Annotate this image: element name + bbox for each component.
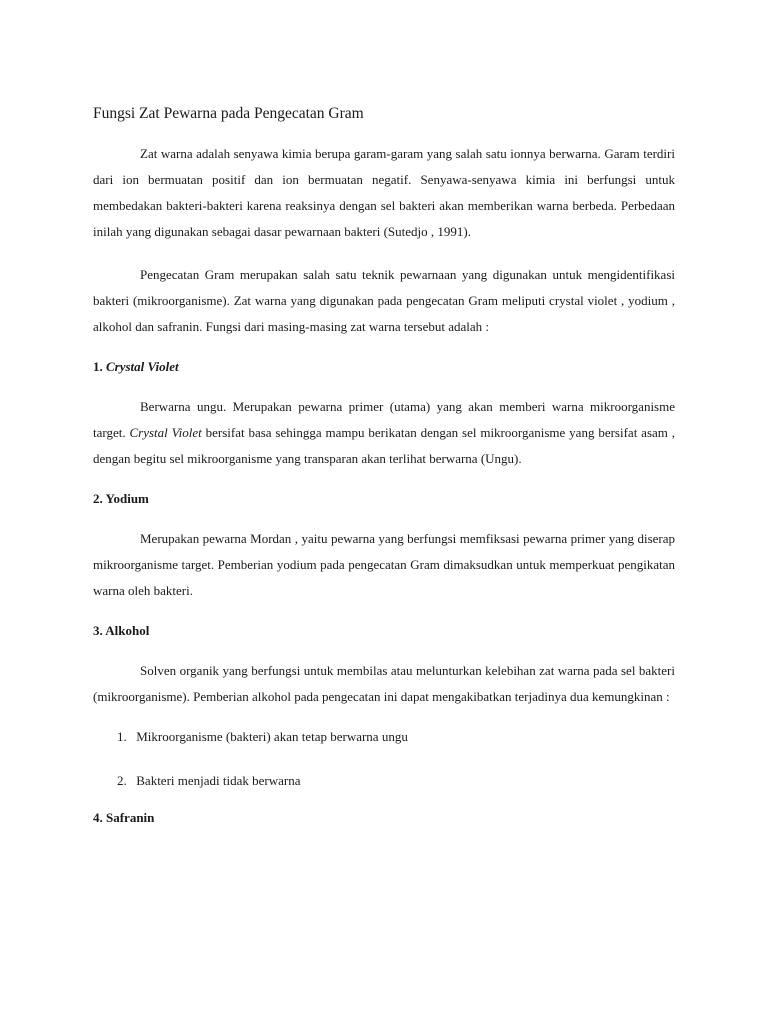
intro-paragraph-1: Zat warna adalah senyawa kimia berupa garam-garam yang salah satu ionnya berwarna. Garam terdiri dari ion bermuatan positif dan ion bermuatan negatif. Senyawa-senyawa kimia ini berfungsi untuk membedakan bakteri-bakteri karena reaksinya dengan sel bakteri akan memberikan warna berbeda. Perbedaan inilah yang digunakan sebagai dasar pewarnaan bakteri (Sutedjo , 1991). [93,146,675,239]
section-name: Crystal Violet [106,359,179,374]
section-paragraph-yodium: Merupakan pewarna Mordan , yaitu pewarna yang berfungsi memfiksasi pewarna primer yang diserap mikroorganisme target. Pemberian yodium pada pengecatan Gram dimaksudkan untuk memperkuat pengikatan warna oleh bakteri. [93,531,675,598]
document-title: Fungsi Zat Pewarna pada Pengecatan Gram [93,105,364,122]
section-number: 3. [93,623,103,638]
section-heading-alkohol [93,621,675,641]
intro-paragraph-2: Pengecatan Gram merupakan salah satu teknik pewarnaan yang digunakan untuk mengidentifikasi bakteri (mikroorganisme). Zat warna yang digunakan pada pengecatan Gram meliputi crystal violet , yodium , alkohol dan safranin. Fungsi dari masing-masing zat warna tersebut adalah : [93,267,675,334]
section-heading-yodium [93,489,675,509]
section-number: 4. [93,810,103,825]
section-name: Yodium [105,491,149,506]
section-number: 2. [93,491,103,506]
section-paragraph-crystal-violet: Berwarna ungu. Merupakan pewarna primer (utama) yang akan memberi warna mikroorganisme target. Crystal Violet bersifat basa sehingga mampu berikatan dengan sel mikroorganisme yang bersifat asam , dengan begitu sel mikroorganisme yang transparan akan terlihat berwarna (Ungu). [93,399,676,466]
list-item: 2. Bakteri menjadi tidak berwarna [117,773,301,788]
section-heading-safranin [93,808,675,828]
section-heading-crystal-violet [93,357,675,377]
alkohol-outcome-list [93,727,675,791]
section-paragraph-alkohol: Solven organik yang berfungsi untuk membilas atau melunturkan kelebihan zat warna pada sel bakteri (mikroorganisme). Pemberian alkohol pada pengecatan ini dapat mengakibatkan terjadinya dua kemungkinan : [93,663,675,704]
section-name: Alkohol [105,623,150,638]
section-number: 1. [93,359,103,374]
section-name: Safranin [106,810,155,825]
document-page [93,104,675,828]
list-item: 1. Mikroorganisme (bakteri) akan tetap berwarna ungu [117,729,408,744]
